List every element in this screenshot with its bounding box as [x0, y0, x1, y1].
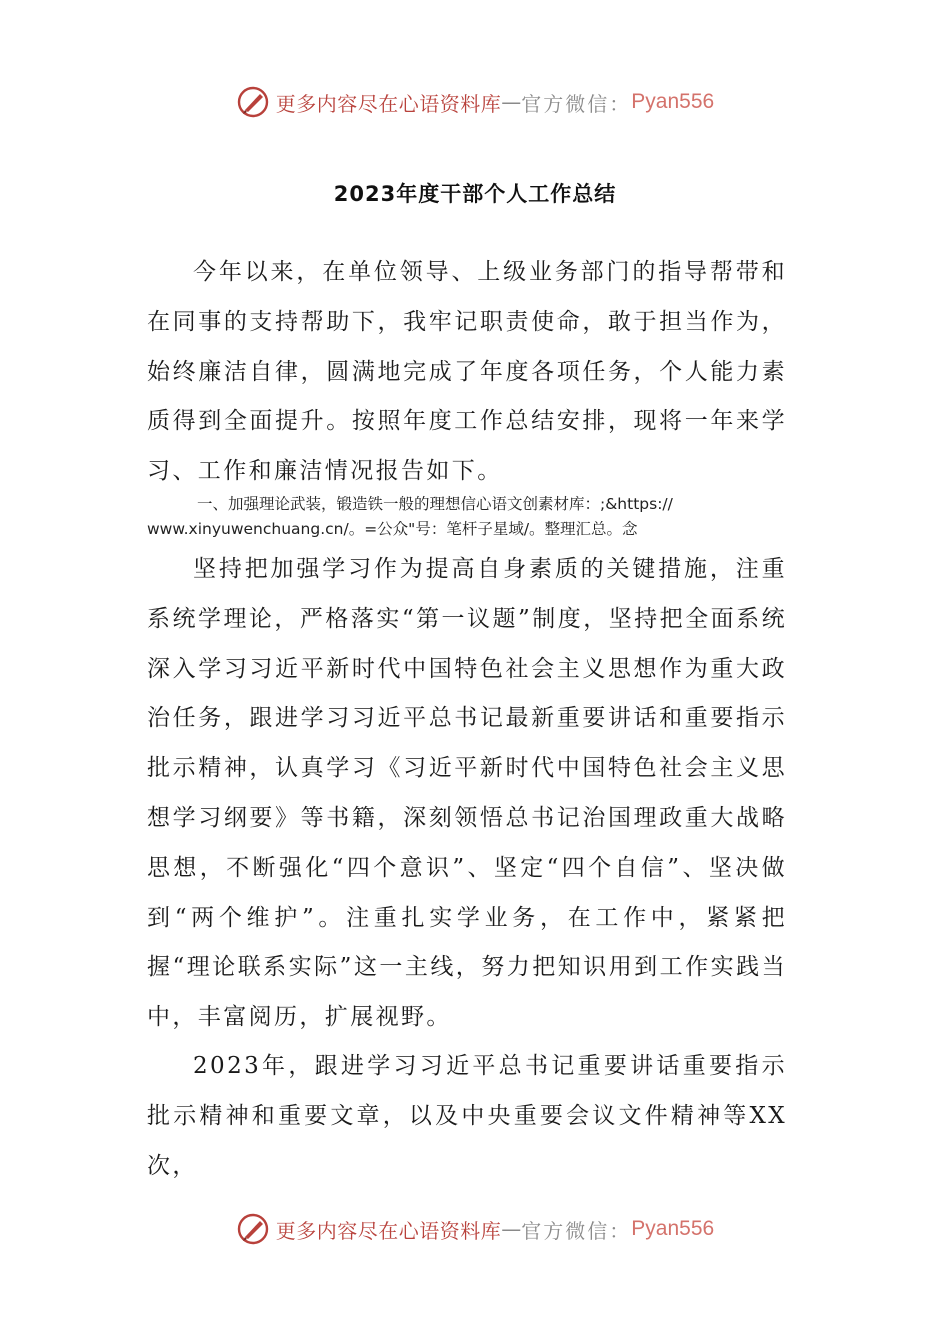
pen-logo-icon	[236, 1212, 270, 1246]
watermark-wechat-id: Pyan556	[631, 90, 715, 113]
watermark-wechat-label: 官方微信：	[521, 1218, 632, 1243]
paragraph-study: 坚持把加强学习作为提高自身素质的关键措施，注重系统学理论，严格落实“第一议题”制度，坚持把全面系统深入学习习近平新时代中国特色社会主义思想作为重大政治任务，跟进学习习近平总书记最新重要讲话和重要指示批示精神，认真学习《习近平新时代中国特色社会主义思想学习纲要》等书籍，深刻领悟总书记治国理政重大战略思想，不断强化“四个意识”、坚定“四个自信”、坚决做到“两个维护”。注重扎实学业务，在工作中，紧紧把握“理论联系实际”这一主线，努力把知识用到工作实践当中，丰富阅历，扩展视野。	[147, 556, 787, 1031]
document-title: 2023年度干部个人工作总结	[333, 182, 617, 206]
section-heading	[147, 492, 787, 542]
section-heading-line-2: www.xinyuwenchuang.cn/。=公众"号：笔杆子星域/。整理汇总。念	[147, 520, 638, 538]
watermark-separator: —	[501, 90, 522, 114]
watermark-separator: —	[501, 1217, 522, 1241]
pen-logo-icon	[236, 85, 270, 119]
watermark-wechat-id: Pyan556	[631, 1217, 715, 1240]
watermark-brand-text: 更多内容尽在心语资料库	[275, 1218, 502, 1243]
watermark-banner-bottom	[0, 1207, 950, 1251]
watermark-brand-text: 更多内容尽在心语资料库	[275, 91, 502, 116]
watermark-banner-top	[0, 80, 950, 124]
section-heading-line-1: 一、加强理论武装，锻造铁一般的理想信心语文创素材库：;&https://	[197, 495, 673, 513]
intro-paragraph: 今年以来，在单位领导、上级业务部门的指导帮带和在同事的支持帮助下，我牢记职责使命，敢于担当作为，始终廉洁自律，圆满地完成了年度各项任务，个人能力素质得到全面提升。按照年度工作总结安排，现将一年来学习、工作和廉洁情况报告如下。	[147, 259, 787, 485]
watermark-wechat-label: 官方微信：	[521, 91, 632, 116]
paragraph-2023: 2023年，跟进学习习近平总书记重要讲话重要指示批示精神和重要文章，以及中央重要会议文件精神等XX次，	[147, 1053, 787, 1179]
